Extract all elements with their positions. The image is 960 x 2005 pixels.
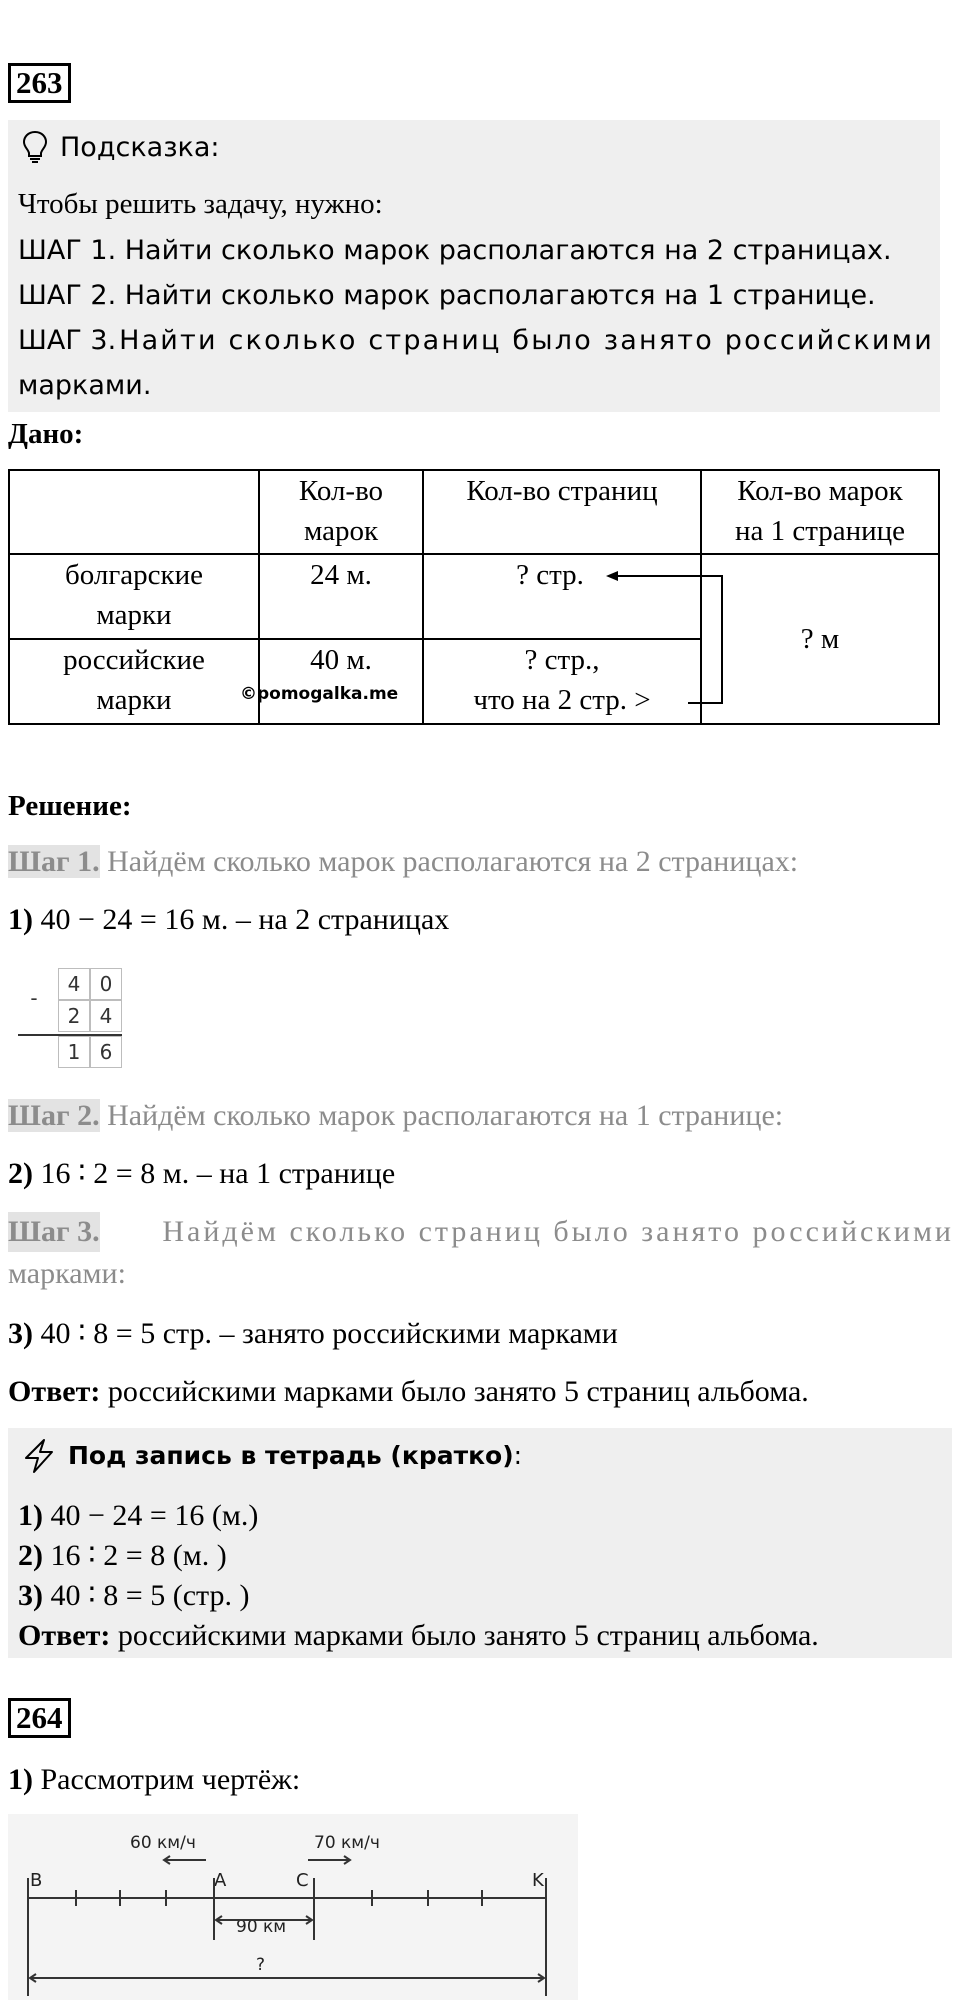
russian-stamps-value: 40 м. bbox=[310, 644, 372, 676]
notebook-line-1-num: 1) bbox=[18, 1499, 43, 1532]
item-1-text: Рассмотрим чертёж: bbox=[33, 1763, 301, 1796]
item-1 bbox=[8, 1760, 300, 1800]
step-2-text: Найдём сколько марок располагаются на 1 странице: bbox=[99, 1099, 784, 1132]
item-1-num: 1) bbox=[8, 1763, 33, 1796]
solution-step-1 bbox=[8, 842, 798, 882]
row-bulgarian-stamps: 24 м. bbox=[259, 554, 423, 639]
header-per-page-line1: Кол-во марок bbox=[737, 475, 903, 507]
watermark: ©pomogalka.me bbox=[240, 684, 399, 704]
notebook-line-3-num: 3) bbox=[18, 1579, 43, 1612]
action-2-rest: м. – на 1 странице bbox=[155, 1157, 396, 1190]
notebook-line-3-text: 40 ∶ 8 = 5 (стр. ) bbox=[43, 1579, 250, 1612]
problem-number: 263 bbox=[8, 63, 71, 103]
hint-step-3-cont: марками. bbox=[18, 370, 152, 401]
notebook-line-2-text: 16 ∶ 2 = 8 (м. ) bbox=[43, 1539, 227, 1572]
result-line bbox=[18, 1034, 122, 1036]
russian-pages-line2: что на 2 стр. > bbox=[473, 684, 651, 716]
action-1-expr: 40 − 24 = 16 bbox=[40, 903, 195, 936]
action-2-num: 2) bbox=[8, 1157, 33, 1190]
point-b: B bbox=[30, 1870, 43, 1891]
notebook-title-text: Под запись в тетрадь (кратко) bbox=[68, 1441, 514, 1470]
digit: 0 bbox=[90, 968, 122, 1000]
hint-step-1-label: ШАГ 1. bbox=[18, 235, 117, 266]
action-1-num: 1) bbox=[8, 903, 33, 936]
distance-ac-label: 90 км bbox=[236, 1917, 287, 1937]
problem-number: 264 bbox=[8, 1698, 71, 1738]
notebook-line-2 bbox=[18, 1536, 227, 1576]
step-3-text: Найдём сколько страниц было занято российскими bbox=[162, 1215, 954, 1248]
hint-intro: Чтобы решить задачу, нужно: bbox=[18, 188, 383, 220]
hint-step-2-text: Найти сколько марок располагаются на 1 странице. bbox=[116, 280, 876, 311]
notebook-line-1-text: 40 − 24 = 16 (м.) bbox=[43, 1499, 259, 1532]
table-arrow bbox=[0, 0, 960, 760]
point-k: K bbox=[532, 1870, 544, 1891]
hint-step-3-label: ШАГ 3. bbox=[18, 325, 117, 356]
point-c: C bbox=[296, 1870, 309, 1891]
digit: 2 bbox=[58, 1000, 90, 1032]
lightning-icon bbox=[22, 1438, 56, 1479]
digit: 6 bbox=[90, 1036, 122, 1068]
given-label: Дано: bbox=[8, 418, 84, 450]
header-stamps-line1: Кол-во bbox=[298, 475, 384, 507]
bulgarian-line2: марки bbox=[96, 599, 172, 631]
notebook-line-1 bbox=[18, 1496, 258, 1536]
solution-step-3 bbox=[8, 1212, 954, 1252]
notebook-title-colon: : bbox=[513, 1441, 523, 1470]
action-1-rest: м. – на 2 страницах bbox=[194, 903, 450, 936]
action-3-num: 3) bbox=[8, 1317, 33, 1350]
action-3-rest: стр. – занято российскими марками bbox=[155, 1317, 618, 1350]
action-2-expr: 16 ∶ 2 = 8 bbox=[40, 1157, 156, 1190]
bulgarian-line1: болгарские bbox=[65, 559, 203, 591]
action-1 bbox=[8, 900, 449, 940]
solution-step-3-cont: марками: bbox=[8, 1257, 126, 1290]
notebook-title bbox=[68, 1436, 522, 1476]
hint-step-1-text: Найти сколько марок располагаются на 2 страницах. bbox=[116, 235, 892, 266]
notebook-answer bbox=[18, 1616, 819, 1656]
total-distance-label: ? bbox=[256, 1955, 266, 1975]
answer bbox=[8, 1372, 809, 1412]
answer-text: российскими марками было занято 5 страниц альбома. bbox=[100, 1375, 809, 1408]
minus-sign: - bbox=[30, 986, 38, 1010]
action-3-expr: 40 ∶ 8 = 5 bbox=[40, 1317, 156, 1350]
header-stamps-line2: марок bbox=[303, 515, 379, 547]
hint-step-3-text: Найти сколько страниц было занято российскими bbox=[119, 325, 934, 356]
route-diagram bbox=[8, 1814, 578, 2000]
speed-right-label: 70 км/ч bbox=[314, 1833, 380, 1853]
action-3 bbox=[8, 1314, 618, 1354]
step-2-label: Шаг 2. bbox=[8, 1099, 100, 1132]
step-3-label: Шаг 3. bbox=[8, 1212, 100, 1252]
speed-left-label: 60 км/ч bbox=[130, 1833, 196, 1853]
solution-step-2 bbox=[8, 1096, 783, 1136]
action-2 bbox=[8, 1154, 395, 1194]
solution-label: Решение: bbox=[8, 790, 132, 822]
hint-title: Подсказка: bbox=[60, 132, 220, 163]
step-1-text: Найдём сколько марок располагаются на 2 страницах: bbox=[99, 845, 799, 878]
answer-label: Ответ: bbox=[8, 1375, 101, 1408]
step-1-label: Шаг 1. bbox=[8, 845, 100, 878]
header-per-page-line2: на 1 странице bbox=[734, 515, 906, 547]
notebook-line-2-num: 2) bbox=[18, 1539, 43, 1572]
notebook-box bbox=[8, 1428, 952, 1658]
russian-line1: российские bbox=[63, 644, 205, 676]
russian-pages-line1: ? стр., bbox=[524, 644, 600, 676]
per-page-cell: ? м bbox=[701, 554, 939, 724]
hint-step-2-label: ШАГ 2. bbox=[18, 280, 117, 311]
notebook-answer-label: Ответ: bbox=[18, 1619, 111, 1652]
notebook-line-3 bbox=[18, 1576, 250, 1616]
digit: 4 bbox=[58, 968, 90, 1000]
russian-line2: марки bbox=[96, 684, 172, 716]
bulgarian-pages-text: ? стр. bbox=[516, 559, 584, 591]
point-a: A bbox=[214, 1870, 227, 1891]
header-pages-line1: Кол-во страниц bbox=[466, 475, 658, 507]
route-diagram-svg bbox=[8, 1814, 578, 2000]
notebook-answer-text: российскими марками было занято 5 страниц альбома. bbox=[110, 1619, 819, 1652]
digit: 4 bbox=[90, 1000, 122, 1032]
digit: 1 bbox=[58, 1036, 90, 1068]
